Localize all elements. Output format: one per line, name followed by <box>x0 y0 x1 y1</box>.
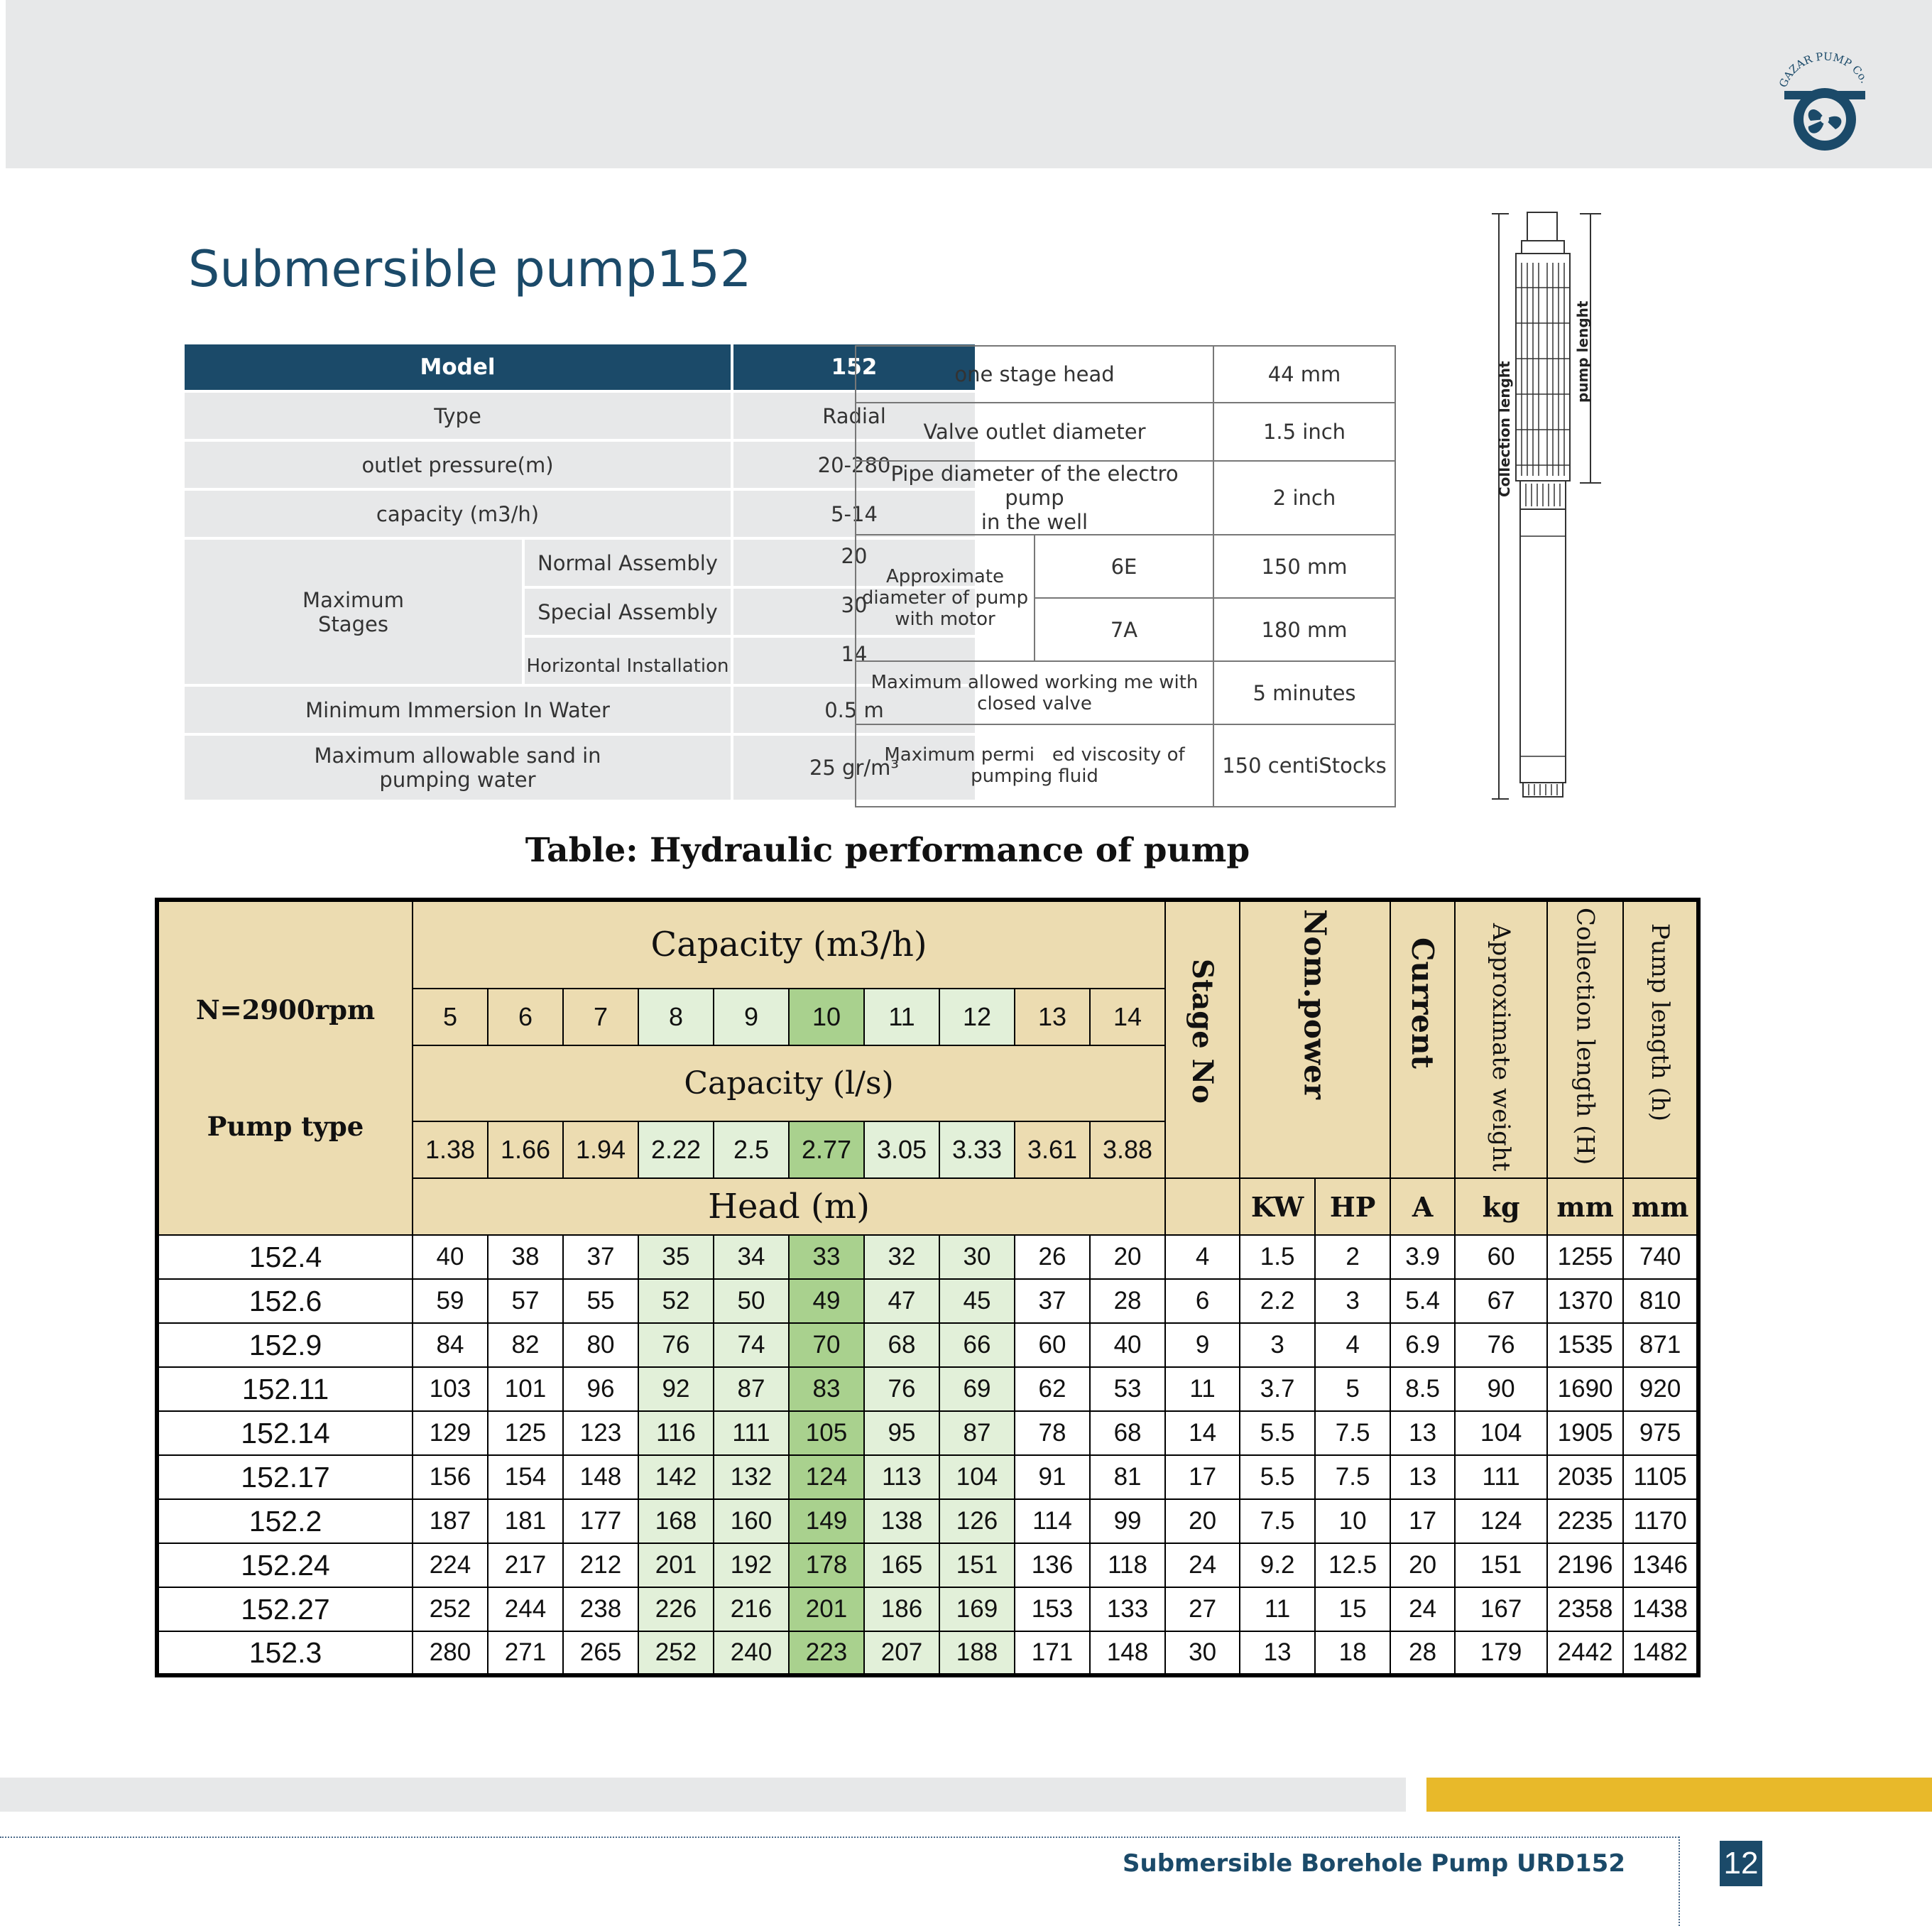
unit-mm-collection: mm <box>1547 1178 1623 1235</box>
current-cell: 20 <box>1390 1543 1455 1587</box>
current-cell: 5.4 <box>1390 1279 1455 1323</box>
weight-header: Approximate weight <box>1455 900 1547 1178</box>
stage-cell: 30 <box>1165 1631 1240 1675</box>
unit-a: A <box>1390 1178 1455 1235</box>
sand-value: 25 gr/m³ <box>733 736 975 800</box>
weight-cell: 179 <box>1455 1631 1547 1675</box>
head-cell: 40 <box>413 1235 488 1279</box>
table-row <box>157 1499 1698 1543</box>
head-cell: 83 <box>789 1367 864 1411</box>
head-cell: 78 <box>1015 1411 1090 1455</box>
head-cell: 99 <box>1090 1499 1165 1543</box>
head-cell: 201 <box>638 1543 714 1587</box>
kw-cell: 13 <box>1240 1631 1315 1675</box>
head-cell: 238 <box>563 1587 638 1631</box>
weight-cell: 151 <box>1455 1543 1547 1587</box>
top-band <box>6 0 1932 168</box>
kw-cell: 11 <box>1240 1587 1315 1631</box>
head-cell: 244 <box>488 1587 563 1631</box>
head-cell: 103 <box>413 1367 488 1411</box>
footer-bar-grey <box>0 1778 1406 1812</box>
head-cell: 169 <box>939 1587 1015 1631</box>
head-cell: 265 <box>563 1631 638 1675</box>
pump-length-cell: 1170 <box>1623 1499 1698 1543</box>
head-cell: 116 <box>638 1411 714 1455</box>
head-cell: 212 <box>563 1543 638 1587</box>
capacity-ls-cell: 2.77 <box>789 1121 864 1179</box>
head-cell: 40 <box>1090 1323 1165 1367</box>
head-cell: 81 <box>1090 1455 1165 1499</box>
sand-label: Maximum allowable sand in pumping water <box>185 736 731 800</box>
capacity-ls-cell: 3.33 <box>939 1121 1015 1179</box>
closed-valve-value: 5 minutes <box>1213 661 1395 724</box>
collection-length-cell: 1690 <box>1547 1367 1623 1411</box>
weight-cell: 60 <box>1455 1235 1547 1279</box>
head-cell: 181 <box>488 1499 563 1543</box>
head-cell: 34 <box>714 1235 789 1279</box>
table-row <box>157 1411 1698 1455</box>
head-cell: 148 <box>563 1455 638 1499</box>
head-cell: 133 <box>1090 1587 1165 1631</box>
capacity-m3h-cell: 5 <box>413 989 488 1046</box>
collection-length-cell: 1370 <box>1547 1279 1623 1323</box>
table-row <box>157 1367 1698 1411</box>
head-cell: 35 <box>638 1235 714 1279</box>
valve-outlet-value: 1.5 inch <box>1213 403 1395 461</box>
company-logo <box>1772 50 1878 153</box>
kw-cell: 9.2 <box>1240 1543 1315 1587</box>
valve-outlet-label: Valve outlet diameter <box>856 403 1213 461</box>
head-cell: 252 <box>638 1631 714 1675</box>
pump-type-cell: 152.14 <box>157 1411 413 1455</box>
capacity-ls-cell: 1.38 <box>413 1121 488 1179</box>
head-cell: 59 <box>413 1279 488 1323</box>
head-cell: 153 <box>1015 1587 1090 1631</box>
head-cell: 68 <box>1090 1411 1165 1455</box>
normal-assembly-value: 20 <box>733 540 975 586</box>
collection-length-cell: 2442 <box>1547 1631 1623 1675</box>
pump-length-label: pump lenght <box>1574 300 1591 403</box>
head-cell: 123 <box>563 1411 638 1455</box>
head-cell: 66 <box>939 1323 1015 1367</box>
current-cell: 8.5 <box>1390 1367 1455 1411</box>
pump-type-cell: 152.27 <box>157 1587 413 1631</box>
svg-text:GAZAR PUMP Co. <box>1777 50 1871 89</box>
head-cell: 91 <box>1015 1455 1090 1499</box>
hp-cell: 4 <box>1315 1323 1390 1367</box>
unit-kg: kg <box>1455 1178 1547 1235</box>
head-cell: 74 <box>714 1323 789 1367</box>
stage-unit-cell <box>1165 1178 1240 1235</box>
table-row <box>157 1323 1698 1367</box>
head-cell: 45 <box>939 1279 1015 1323</box>
unit-hp: HP <box>1315 1178 1390 1235</box>
head-cell: 32 <box>864 1235 939 1279</box>
collection-length-cell: 2358 <box>1547 1587 1623 1631</box>
special-assembly-label: Special Assembly <box>525 589 731 635</box>
pump-length-cell: 1482 <box>1623 1631 1698 1675</box>
head-cell: 55 <box>563 1279 638 1323</box>
pump-type-label: Pump type <box>207 1111 364 1143</box>
head-cell: 47 <box>864 1279 939 1323</box>
capacity-m3h-cell: 14 <box>1090 989 1165 1046</box>
capacity-ls-cell: 3.05 <box>864 1121 939 1179</box>
head-cell: 187 <box>413 1499 488 1543</box>
stage-cell: 4 <box>1165 1235 1240 1279</box>
closed-valve-label: Maximum allowed working me with closed valve <box>856 661 1213 724</box>
head-cell: 201 <box>789 1587 864 1631</box>
pump-length-cell: 1438 <box>1623 1587 1698 1631</box>
head-cell: 62 <box>1015 1367 1090 1411</box>
approx-diameter-label: Approximate diameter of pump with motor <box>856 535 1035 661</box>
head-cell: 37 <box>563 1235 638 1279</box>
hp-cell: 7.5 <box>1315 1455 1390 1499</box>
capacity-m3h-cell: 12 <box>939 989 1015 1046</box>
current-cell: 13 <box>1390 1455 1455 1499</box>
hp-cell: 15 <box>1315 1587 1390 1631</box>
head-cell: 60 <box>1015 1323 1090 1367</box>
head-cell: 80 <box>563 1323 638 1367</box>
weight-cell: 111 <box>1455 1455 1547 1499</box>
head-cell: 226 <box>638 1587 714 1631</box>
kw-cell: 3.7 <box>1240 1367 1315 1411</box>
pump-length-cell: 975 <box>1623 1411 1698 1455</box>
viscosity-value: 150 centiStocks <box>1213 724 1395 807</box>
collection-length-label: Collection lenght <box>1496 361 1513 497</box>
head-cell: 171 <box>1015 1631 1090 1675</box>
head-cell: 38 <box>488 1235 563 1279</box>
pump-type-header <box>157 900 413 1235</box>
head-cell: 217 <box>488 1543 563 1587</box>
pump-type-cell: 152.6 <box>157 1279 413 1323</box>
hp-cell: 7.5 <box>1315 1411 1390 1455</box>
head-cell: 129 <box>413 1411 488 1455</box>
kw-cell: 2.2 <box>1240 1279 1315 1323</box>
pump-type-cell: 152.11 <box>157 1367 413 1411</box>
current-cell: 17 <box>1390 1499 1455 1543</box>
stage-cell: 14 <box>1165 1411 1240 1455</box>
head-cell: 165 <box>864 1543 939 1587</box>
head-cell: 149 <box>789 1499 864 1543</box>
current-cell: 3.9 <box>1390 1235 1455 1279</box>
weight-cell: 124 <box>1455 1499 1547 1543</box>
head-cell: 224 <box>413 1543 488 1587</box>
hp-cell: 3 <box>1315 1279 1390 1323</box>
head-cell: 136 <box>1015 1543 1090 1587</box>
speed-label: N=2900rpm <box>195 994 376 1026</box>
head-cell: 49 <box>789 1279 864 1323</box>
capacity-m3h-cell: 6 <box>488 989 563 1046</box>
performance-rows <box>157 1235 1698 1675</box>
stage-head-label: one stage head <box>856 346 1213 403</box>
collection-length-cell: 2235 <box>1547 1499 1623 1543</box>
collection-length-cell: 2035 <box>1547 1455 1623 1499</box>
pump-type-cell: 152.17 <box>157 1455 413 1499</box>
pump-length-cell: 1105 <box>1623 1455 1698 1499</box>
table-row <box>157 1587 1698 1631</box>
head-cell: 20 <box>1090 1235 1165 1279</box>
pump-length-cell: 920 <box>1623 1367 1698 1411</box>
hp-cell: 2 <box>1315 1235 1390 1279</box>
stage-cell: 24 <box>1165 1543 1240 1587</box>
model-label: Model <box>185 344 731 390</box>
head-cell: 82 <box>488 1323 563 1367</box>
capacity-label: capacity (m3/h) <box>185 491 731 537</box>
head-cell: 57 <box>488 1279 563 1323</box>
capacity-ls-cell: 3.88 <box>1090 1121 1165 1179</box>
stage-cell: 11 <box>1165 1367 1240 1411</box>
outlet-pressure-label: outlet pressure(m) <box>185 442 731 488</box>
unit-kw: KW <box>1240 1178 1315 1235</box>
head-cell: 95 <box>864 1411 939 1455</box>
head-cell: 168 <box>638 1499 714 1543</box>
head-cell: 92 <box>638 1367 714 1411</box>
pump-length-cell: 871 <box>1623 1323 1698 1367</box>
pump-type-cell: 152.2 <box>157 1499 413 1543</box>
unit-mm-pump: mm <box>1623 1178 1698 1235</box>
head-cell: 125 <box>488 1411 563 1455</box>
special-assembly-value: 30 <box>733 589 975 635</box>
head-cell: 52 <box>638 1279 714 1323</box>
horizontal-installation-label: Horizontal Installation <box>525 638 731 684</box>
head-cell: 271 <box>488 1631 563 1675</box>
table-row <box>157 1631 1698 1675</box>
table-row <box>157 1455 1698 1499</box>
capacity-ls-cell: 2.22 <box>638 1121 714 1179</box>
footer-title: Submersible Borehole Pump URD152 <box>1123 1849 1625 1878</box>
pump-length-cell: 810 <box>1623 1279 1698 1323</box>
page-number: 12 <box>1720 1841 1762 1886</box>
hp-cell: 5 <box>1315 1367 1390 1411</box>
hp-cell: 12.5 <box>1315 1543 1390 1587</box>
kw-cell: 3 <box>1240 1323 1315 1367</box>
head-cell: 111 <box>714 1411 789 1455</box>
head-cell: 84 <box>413 1323 488 1367</box>
nom-power-header: Nom.power <box>1240 900 1390 1178</box>
outlet-pressure-value: 20-280 <box>733 442 975 488</box>
head-cell: 156 <box>413 1455 488 1499</box>
kw-cell: 7.5 <box>1240 1499 1315 1543</box>
head-cell: 240 <box>714 1631 789 1675</box>
spec-table-dimensions <box>855 345 1396 807</box>
motor-6e: 6E <box>1035 535 1213 598</box>
table-row <box>157 1279 1698 1323</box>
performance-table-title: Table: Hydraulic performance of pump <box>525 831 1250 870</box>
performance-table <box>155 898 1701 1677</box>
pump-type-cell: 152.3 <box>157 1631 413 1675</box>
head-cell: 101 <box>488 1367 563 1411</box>
immersion-label: Minimum Immersion In Water <box>185 687 731 733</box>
head-cell: 87 <box>939 1411 1015 1455</box>
head-cell: 69 <box>939 1367 1015 1411</box>
head-cell: 188 <box>939 1631 1015 1675</box>
head-cell: 28 <box>1090 1279 1165 1323</box>
head-cell: 178 <box>789 1543 864 1587</box>
head-cell: 126 <box>939 1499 1015 1543</box>
head-cell: 30 <box>939 1235 1015 1279</box>
hp-cell: 10 <box>1315 1499 1390 1543</box>
head-cell: 96 <box>563 1367 638 1411</box>
capacity-ls-cell: 3.61 <box>1015 1121 1090 1179</box>
head-cell: 124 <box>789 1455 864 1499</box>
capacity-ls-label: Capacity (l/s) <box>413 1045 1165 1121</box>
head-cell: 151 <box>939 1543 1015 1587</box>
pump-type-cell: 152.9 <box>157 1323 413 1367</box>
head-cell: 160 <box>714 1499 789 1543</box>
horizontal-installation-value: 14 <box>733 638 975 684</box>
weight-cell: 104 <box>1455 1411 1547 1455</box>
head-cell: 154 <box>488 1455 563 1499</box>
pipe-diameter-label: Pipe diameter of the electro pump in the well <box>856 461 1213 535</box>
footer-vertical-divider <box>1679 1837 1680 1926</box>
head-cell: 53 <box>1090 1367 1165 1411</box>
weight-cell: 167 <box>1455 1587 1547 1631</box>
collection-length-cell: 1255 <box>1547 1235 1623 1279</box>
footer-divider <box>0 1837 1679 1838</box>
max-stages-label: Maximum Stages <box>185 540 522 684</box>
head-cell: 70 <box>789 1323 864 1367</box>
capacity-m3h-label: Capacity (m3/h) <box>413 900 1165 989</box>
stage-cell: 6 <box>1165 1279 1240 1323</box>
stage-cell: 9 <box>1165 1323 1240 1367</box>
page-title: Submersible pump152 <box>188 240 752 298</box>
head-cell: 37 <box>1015 1279 1090 1323</box>
type-label: Type <box>185 393 731 439</box>
stage-cell: 17 <box>1165 1455 1240 1499</box>
immersion-value: 0.5 m <box>733 687 975 733</box>
capacity-m3h-cell: 10 <box>789 989 864 1046</box>
current-cell: 13 <box>1390 1411 1455 1455</box>
head-cell: 76 <box>638 1323 714 1367</box>
type-value: Radial <box>733 393 975 439</box>
pipe-diameter-value: 2 inch <box>1213 461 1395 535</box>
motor-7a: 7A <box>1035 598 1213 661</box>
pump-type-cell: 152.24 <box>157 1543 413 1587</box>
head-cell: 104 <box>939 1455 1015 1499</box>
head-cell: 50 <box>714 1279 789 1323</box>
viscosity-label: Maximum permi ed viscosity of pumping fluid <box>856 724 1213 807</box>
head-label: Head (m) <box>413 1178 1165 1235</box>
head-cell: 252 <box>413 1587 488 1631</box>
head-cell: 114 <box>1015 1499 1090 1543</box>
capacity-ls-cell: 1.94 <box>563 1121 638 1179</box>
head-cell: 280 <box>413 1631 488 1675</box>
stage-no-header: Stage No <box>1165 900 1240 1178</box>
head-cell: 33 <box>789 1235 864 1279</box>
normal-assembly-label: Normal Assembly <box>525 540 731 586</box>
kw-cell: 5.5 <box>1240 1411 1315 1455</box>
collection-length-header: Collection length (H) <box>1547 900 1623 1178</box>
collection-length-cell: 2196 <box>1547 1543 1623 1587</box>
current-header: Current <box>1390 900 1455 1178</box>
capacity-m3h-cell: 9 <box>714 989 789 1046</box>
head-cell: 148 <box>1090 1631 1165 1675</box>
head-cell: 138 <box>864 1499 939 1543</box>
table-row <box>157 1543 1698 1587</box>
current-cell: 6.9 <box>1390 1323 1455 1367</box>
head-cell: 192 <box>714 1543 789 1587</box>
head-cell: 105 <box>789 1411 864 1455</box>
weight-cell: 67 <box>1455 1279 1547 1323</box>
stage-head-value: 44 mm <box>1213 346 1395 403</box>
head-cell: 132 <box>714 1455 789 1499</box>
head-cell: 142 <box>638 1455 714 1499</box>
capacity-m3h-cell: 8 <box>638 989 714 1046</box>
head-cell: 87 <box>714 1367 789 1411</box>
capacity-m3h-cell: 13 <box>1015 989 1090 1046</box>
head-cell: 177 <box>563 1499 638 1543</box>
collection-length-cell: 1535 <box>1547 1323 1623 1367</box>
current-cell: 28 <box>1390 1631 1455 1675</box>
head-cell: 223 <box>789 1631 864 1675</box>
stage-cell: 20 <box>1165 1499 1240 1543</box>
head-cell: 216 <box>714 1587 789 1631</box>
head-cell: 207 <box>864 1631 939 1675</box>
motor-7a-value: 180 mm <box>1213 598 1395 661</box>
pump-length-cell: 740 <box>1623 1235 1698 1279</box>
collection-length-cell: 1905 <box>1547 1411 1623 1455</box>
stage-cell: 27 <box>1165 1587 1240 1631</box>
pump-length-header: Pump length (h) <box>1623 900 1698 1178</box>
head-cell: 118 <box>1090 1543 1165 1587</box>
head-cell: 26 <box>1015 1235 1090 1279</box>
motor-6e-value: 150 mm <box>1213 535 1395 598</box>
logo-text: GAZAR PUMP Co. <box>1776 50 1872 89</box>
kw-cell: 5.5 <box>1240 1455 1315 1499</box>
hp-cell: 18 <box>1315 1631 1390 1675</box>
pump-length-cell: 1346 <box>1623 1543 1698 1587</box>
footer-bar-yellow <box>1426 1778 1932 1812</box>
weight-cell: 76 <box>1455 1323 1547 1367</box>
capacity-m3h-cell: 7 <box>563 989 638 1046</box>
table-row <box>157 1235 1698 1279</box>
current-cell: 24 <box>1390 1587 1455 1631</box>
capacity-ls-cell: 1.66 <box>488 1121 563 1179</box>
kw-cell: 1.5 <box>1240 1235 1315 1279</box>
weight-cell: 90 <box>1455 1367 1547 1411</box>
head-cell: 68 <box>864 1323 939 1367</box>
pump-drawing <box>1488 210 1615 802</box>
head-cell: 76 <box>864 1367 939 1411</box>
capacity-m3h-cell: 11 <box>864 989 939 1046</box>
head-cell: 113 <box>864 1455 939 1499</box>
capacity-ls-cell: 2.5 <box>714 1121 789 1179</box>
pump-type-cell: 152.4 <box>157 1235 413 1279</box>
model-value: 152 <box>733 344 975 390</box>
head-cell: 186 <box>864 1587 939 1631</box>
capacity-value: 5-14 <box>733 491 975 537</box>
